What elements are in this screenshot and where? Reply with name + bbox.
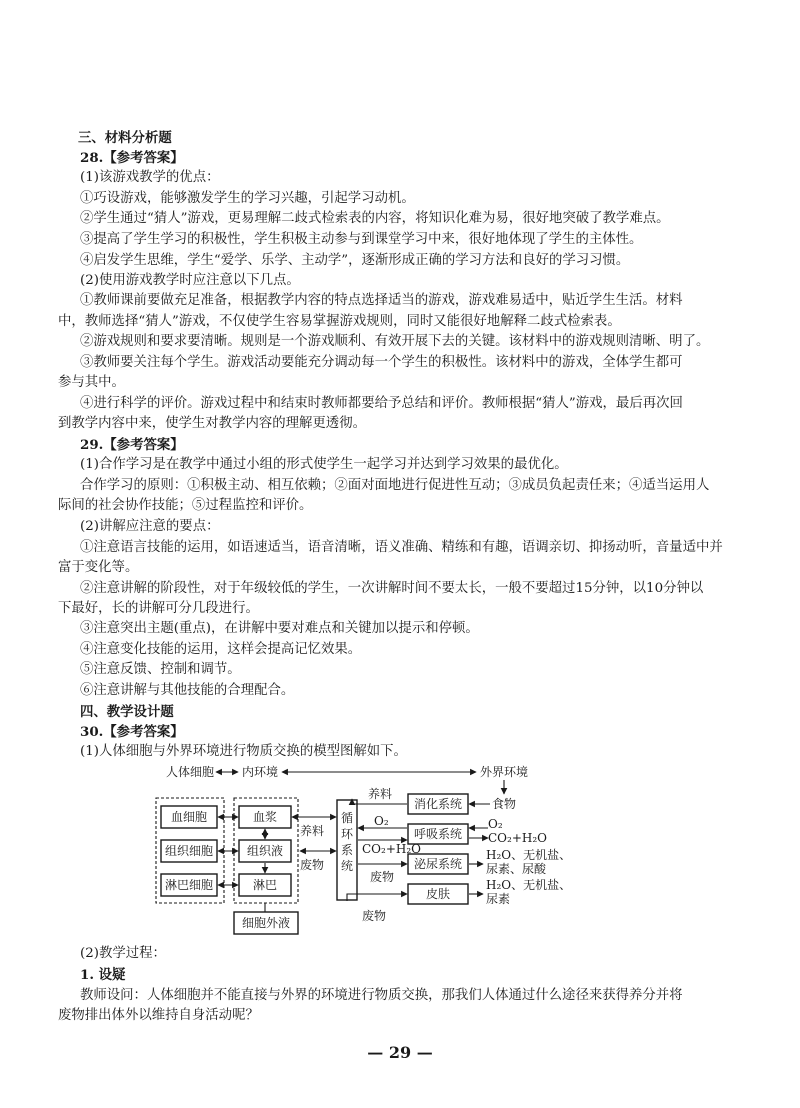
text-line: ⑤注意反馈、控制和调节。 <box>80 662 241 677</box>
skin-label: 皮肤 <box>425 887 451 901</box>
text-line: (2)教学过程： <box>80 946 166 961</box>
ecf-label: 细胞外液 <box>241 916 291 930</box>
section-heading-3: 三、材料分析题 <box>78 130 172 146</box>
label-external: 外界环境 <box>480 765 529 779</box>
label-internal: 内环境 <box>242 765 279 779</box>
material-exchange-diagram <box>140 760 580 942</box>
label-uri-out-1: H₂O、无机盐、 <box>486 848 572 862</box>
text-line: ②游戏规则和要求要清晰。规则是一个游戏顺利、有效开展下去的关键。该材料中的游戏规则清晰、明了。 <box>80 334 710 349</box>
circ-char-3: 系 <box>340 843 354 857</box>
text-line: ③教师要关注每个学生。游戏活动要能充分调动每一个学生的积极性。该材料中的游戏，全体学生都可 <box>80 355 683 370</box>
digestive-label: 消化系统 <box>413 797 463 811</box>
circ-char-1: 循 <box>340 811 354 825</box>
answer-29-heading: 29.【参考答案】 <box>80 437 184 453</box>
label-waste-left: 废物 <box>300 858 325 872</box>
urinary-label: 泌尿系统 <box>413 857 463 871</box>
tissue-fluid-label: 组织液 <box>246 844 284 858</box>
tissue-cell-label: 组织细胞 <box>164 844 214 858</box>
label-uri-out-2: 尿素、尿酸 <box>486 862 547 876</box>
text-line: (2)使用游戏教学时应注意以下几点。 <box>80 273 300 288</box>
page-number: — 29 — <box>367 1043 433 1062</box>
text-line: ③提高了学生学习的积极性，学生积极主动参与到课堂学习中来，很好地体现了学生的主体性。 <box>80 232 643 247</box>
text-line: ①注意语言技能的运用，如语速适当，语音清晰，语义准确、精练和有趣，语调亲切、抑扬动听，音量适中并 <box>80 540 723 555</box>
section-heading-4: 四、教学设计题 <box>80 704 174 720</box>
label-nutrient-left: 养料 <box>300 824 325 838</box>
label-waste-skin: 废物 <box>362 909 387 923</box>
label-food: 食物 <box>492 797 517 811</box>
lymph-label: 淋巴 <box>252 878 278 892</box>
text-line: 教师设问：人体细胞并不能直接与外界的环境进行物质交换，那我们人体通过什么途径来获得养分并将 <box>80 988 683 1003</box>
respiratory-label: 呼吸系统 <box>413 827 463 841</box>
label-cell: 人体细胞 <box>166 765 215 779</box>
text-line: ⑥注意讲解与其他技能的合理配合。 <box>80 683 295 698</box>
text-line: (1)人体细胞与外界环境进行物质交换的模型图解如下。 <box>80 744 407 759</box>
text-line: 废物排出体外以维持自身活动呢？ <box>58 1008 259 1023</box>
answer-28-heading: 28.【参考答案】 <box>80 150 184 166</box>
step-heading: 1. 设疑 <box>80 967 126 983</box>
text-line: 下最好，长的讲解可分几段进行。 <box>58 601 259 616</box>
text-line: ①教师课前要做充足准备，根据教学内容的特点选择适当的游戏，游戏难易适中，贴近学生生活。材料 <box>80 293 683 308</box>
text-line: ②注意讲解的阶段性，对于年级较低的学生，一次讲解时间不要太长，一般不要超过15分钟，以10分钟以 <box>80 581 704 596</box>
text-line: ④启发学生思维，学生“爱学、乐学、主动学”，逐渐形成正确的学习方法和良好的学习习惯。 <box>80 253 630 268</box>
text-line: 合作学习的原则：①积极主动、相互依赖；②面对面地进行促进性互动；③成员负起责任来；④适当运用人 <box>80 478 710 493</box>
text-line: 中，教师选择“猜人”游戏，不仅使学生容易掌握游戏规则，同时又能很好地解释二歧式检索表。 <box>58 314 621 329</box>
label-co2-in: CO₂+H₂O <box>362 842 421 856</box>
plasma-label: 血浆 <box>252 810 278 824</box>
answer-30-heading: 30.【参考答案】 <box>80 724 184 740</box>
label-skin-out-2: 尿素 <box>486 892 511 906</box>
label-co2-out: CO₂+H₂O <box>488 831 547 845</box>
text-line: 到教学内容中来，使学生对教学内容的理解更透彻。 <box>58 416 366 431</box>
text-line: ②学生通过“猜人”游戏，更易理解二歧式检索表的内容，将知识化难为易，很好地突破了教学难点。 <box>80 211 670 226</box>
text-line: (1)该游戏教学的优点： <box>80 170 220 185</box>
label-waste-mid: 废物 <box>370 870 395 884</box>
label-o2-in: O₂ <box>374 814 389 828</box>
blood-cell-label: 血细胞 <box>170 810 208 824</box>
lymph-cell-label: 淋巴细胞 <box>164 878 214 892</box>
text-line: 际间的社会协作技能；⑤过程监控和评价。 <box>58 498 313 513</box>
label-skin-out-1: H₂O、无机盐、 <box>486 878 572 892</box>
text-line: 参与其中。 <box>58 375 125 390</box>
label-o2-out: O₂ <box>488 817 503 831</box>
circ-char-2: 环 <box>340 827 354 841</box>
text-line: (2)讲解应注意的要点： <box>80 519 220 534</box>
text-line: 富于变化等。 <box>58 560 139 575</box>
text-line: ①巧设游戏，能够激发学生的学习兴趣，引起学习动机。 <box>80 191 415 206</box>
label-nutrient-top: 养料 <box>368 787 393 801</box>
text-line: ④注意变化技能的运用，这样会提高记忆效果。 <box>80 642 362 657</box>
text-line: (1)合作学习是在教学中通过小组的形式使学生一起学习并达到学习效果的最优化。 <box>80 457 568 472</box>
circ-char-4: 统 <box>340 859 354 873</box>
text-line: ③注意突出主题(重点)，在讲解中要对难点和关键加以提示和停顿。 <box>80 621 479 636</box>
text-line: ④进行科学的评价。游戏过程中和结束时教师都要给予总结和评价。教师根据“猜人”游戏，最后再次回 <box>80 396 683 411</box>
